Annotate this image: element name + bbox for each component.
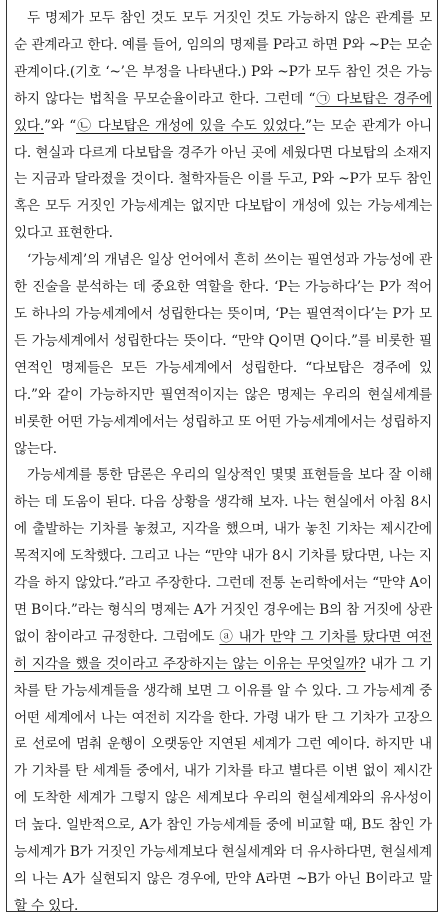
- underlined-sentence-b: ㉡ 다보탑은 개성에 있을 수도 있었다.: [75, 117, 306, 134]
- p3-text-a: 가능세계를 통한 담론은 우리의 일상적인 몇몇 표현들을 보다 잘 이해하는 데 도움이 된다. 다음 상황을 생각해 보자. 나는 현실에서 아침 8시에 출발하는 기차를 놓쳤고, 지각을 했으며, 내가 놓친 기차는 제시간에 목적지에 도착했다. 그리고 나는 “만약 내가 8시 기차를 탔다면, 나는 지각을 하지 않았다.”라고 주장한다. 그런데 전통 논리학에서는 “만약 A이면 B이다.”라는 형식의 명제는 A가 거짓인 경우에는 B의 참 거짓에 상관없이 참이라고 규정한다. 그럼에도: [14, 467, 432, 645]
- p2-text: ‘가능세계’의 개념은 일상 언어에서 흔히 쓰이는 필연성과 가능성에 관한 진술을 분석하는 데 중요한 역할을 한다. ‘P는 가능하다’는 P가 적어도 하나의 가능세계에서 성립한다는 뜻이며, ‘P는 필연적이다’는 P가 모든 가능세계에서 성립한다는 뜻이다. “만약 Q이면 Q이다.”를 비롯한 필연적인 명제들은 모든 가능세계에서 성립한다. “다보탑은 경주에 있다.”와 같이 가능하지만 필연적이지는 않은 명제는 우리의 현실세계를 비롯한 어떤 가능세계에서는 성립하고 또 어떤 가능세계에서는 성립하지 않는다.: [14, 252, 432, 457]
- underlined-sentence-a: ㉠ 다보탑은 경주에 있다.: [14, 90, 433, 134]
- p1-text-c: ”는 모순 관계가 아니다. 현실과 다르게 다보탑을 경주가 아닌 곳에 세웠다면 다보탑의 소재지는 지금과 달라졌을 것이다. 철학자들은 이를 두고, P와 ~P가 모두 참인 혹은 모두 거짓인 가능세계는 없지만 다보탑이 개성에 있는 가능세계는 있다고 표현한다.: [14, 117, 432, 242]
- p3-text-b: 내가 그 기차를 탄 가능세계들을 생각해 보면 그 이유를 알 수 있다. 그 가능세계 중 어떤 세계에서 나는 여전히 지각을 한다. 가령 내가 탄 그 기차가 고장으로 선로에 멈춰 운행이 오랫동안 지연된 세계가 그런 예이다. 하지만 내가 기차를 탄 세계들 중에서, 내가 기차를 타고 별다른 이변 없이 제시간에 도착한 세계가 그렇지 않은 세계보다 우리의 현실세계와의 유사성이 더 높다. 일반적으로, A가 참인 가능세계들 중에 비교할 때, B도 참인 가능세계가 B가 거짓인 가능세계보다 현실세계와 더 유사하다면, 현실세계의 나는 A가 실현되지 않은 경우에, 만약 A라면 ~B가 아닌 B이라고 말할 수 있다.: [14, 655, 432, 914]
- paragraph-3: [14, 462, 432, 919]
- p1-text-a: 두 명제가 모두 참인 것도 모두 거짓인 것도 가능하지 않은 관계를 모순 관계라고 한다. 예를 들어, 임의의 명제를 P라고 하면 P와 ~P는 모순 관계이다.(기호 ‘~’은 부정을 나타낸다.) P와 ~P가 모두 참인 것은 가능하지 않다는 법칙을 무모순율이라고 한다. 그런데 “: [14, 10, 432, 107]
- underlined-question-a: ⓐ 내가 만약 그 기차를 탔다면 여전히 지각을 했을 것이라고 주장하지는 않는 이유는 무엇일까?: [14, 628, 432, 672]
- passage-text: [14, 5, 432, 920]
- paragraph-2: [14, 247, 432, 462]
- paragraph-1: [14, 5, 432, 247]
- p1-text-b: ”와 “: [43, 117, 76, 134]
